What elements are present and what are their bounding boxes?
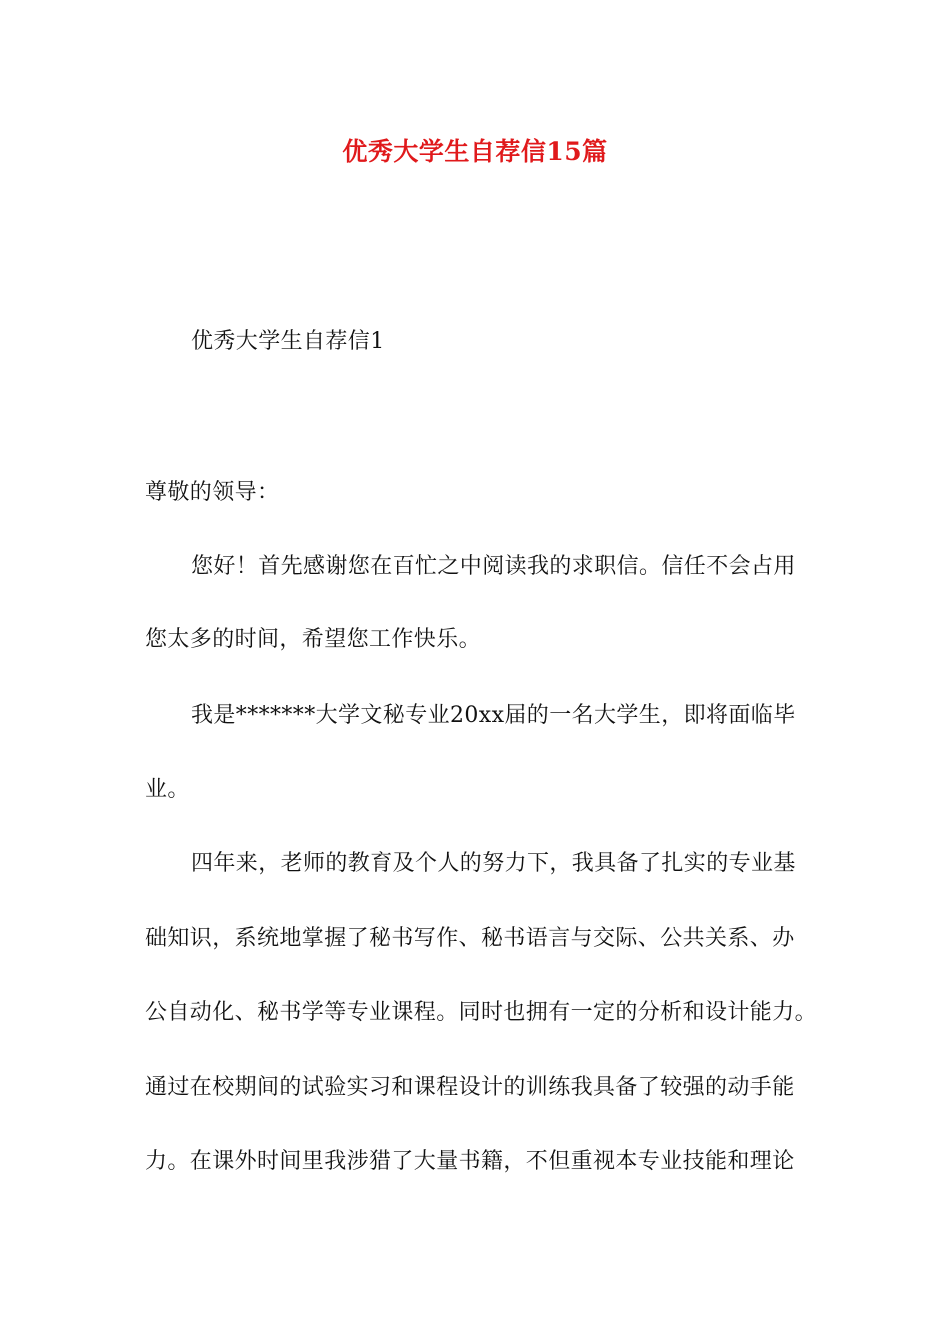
paragraph-line: 通过在校期间的试验实习和课程设计的训练我具备了较强的动手能	[145, 1075, 795, 1100]
document-title: 优秀大学生自荐信15篇	[342, 137, 608, 166]
paragraph-line: 我是*******大学文秘专业20xx届的一名大学生，即将面临毕	[191, 703, 796, 728]
paragraph-line: 您好！首先感谢您在百忙之中阅读我的求职信。信任不会占用	[191, 554, 796, 579]
paragraph-line: 四年来，老师的教育及个人的努力下，我具备了扎实的专业基	[191, 851, 796, 876]
paragraph-line: 力。在课外时间里我涉猎了大量书籍，不但重视本专业技能和理论	[145, 1149, 795, 1174]
paragraph-line: 业。	[145, 777, 190, 802]
paragraph-line: 公自动化、秘书学等专业课程。同时也拥有一定的分析和设计能力。	[145, 1000, 818, 1025]
paragraph-line: 您太多的时间，希望您工作快乐。	[145, 627, 482, 652]
paragraph-line: 础知识，系统地掌握了秘书写作、秘书语言与交际、公共关系、办	[145, 926, 795, 951]
salutation: 尊敬的领导：	[145, 480, 280, 505]
letter-subtitle: 优秀大学生自荐信1	[191, 329, 385, 354]
